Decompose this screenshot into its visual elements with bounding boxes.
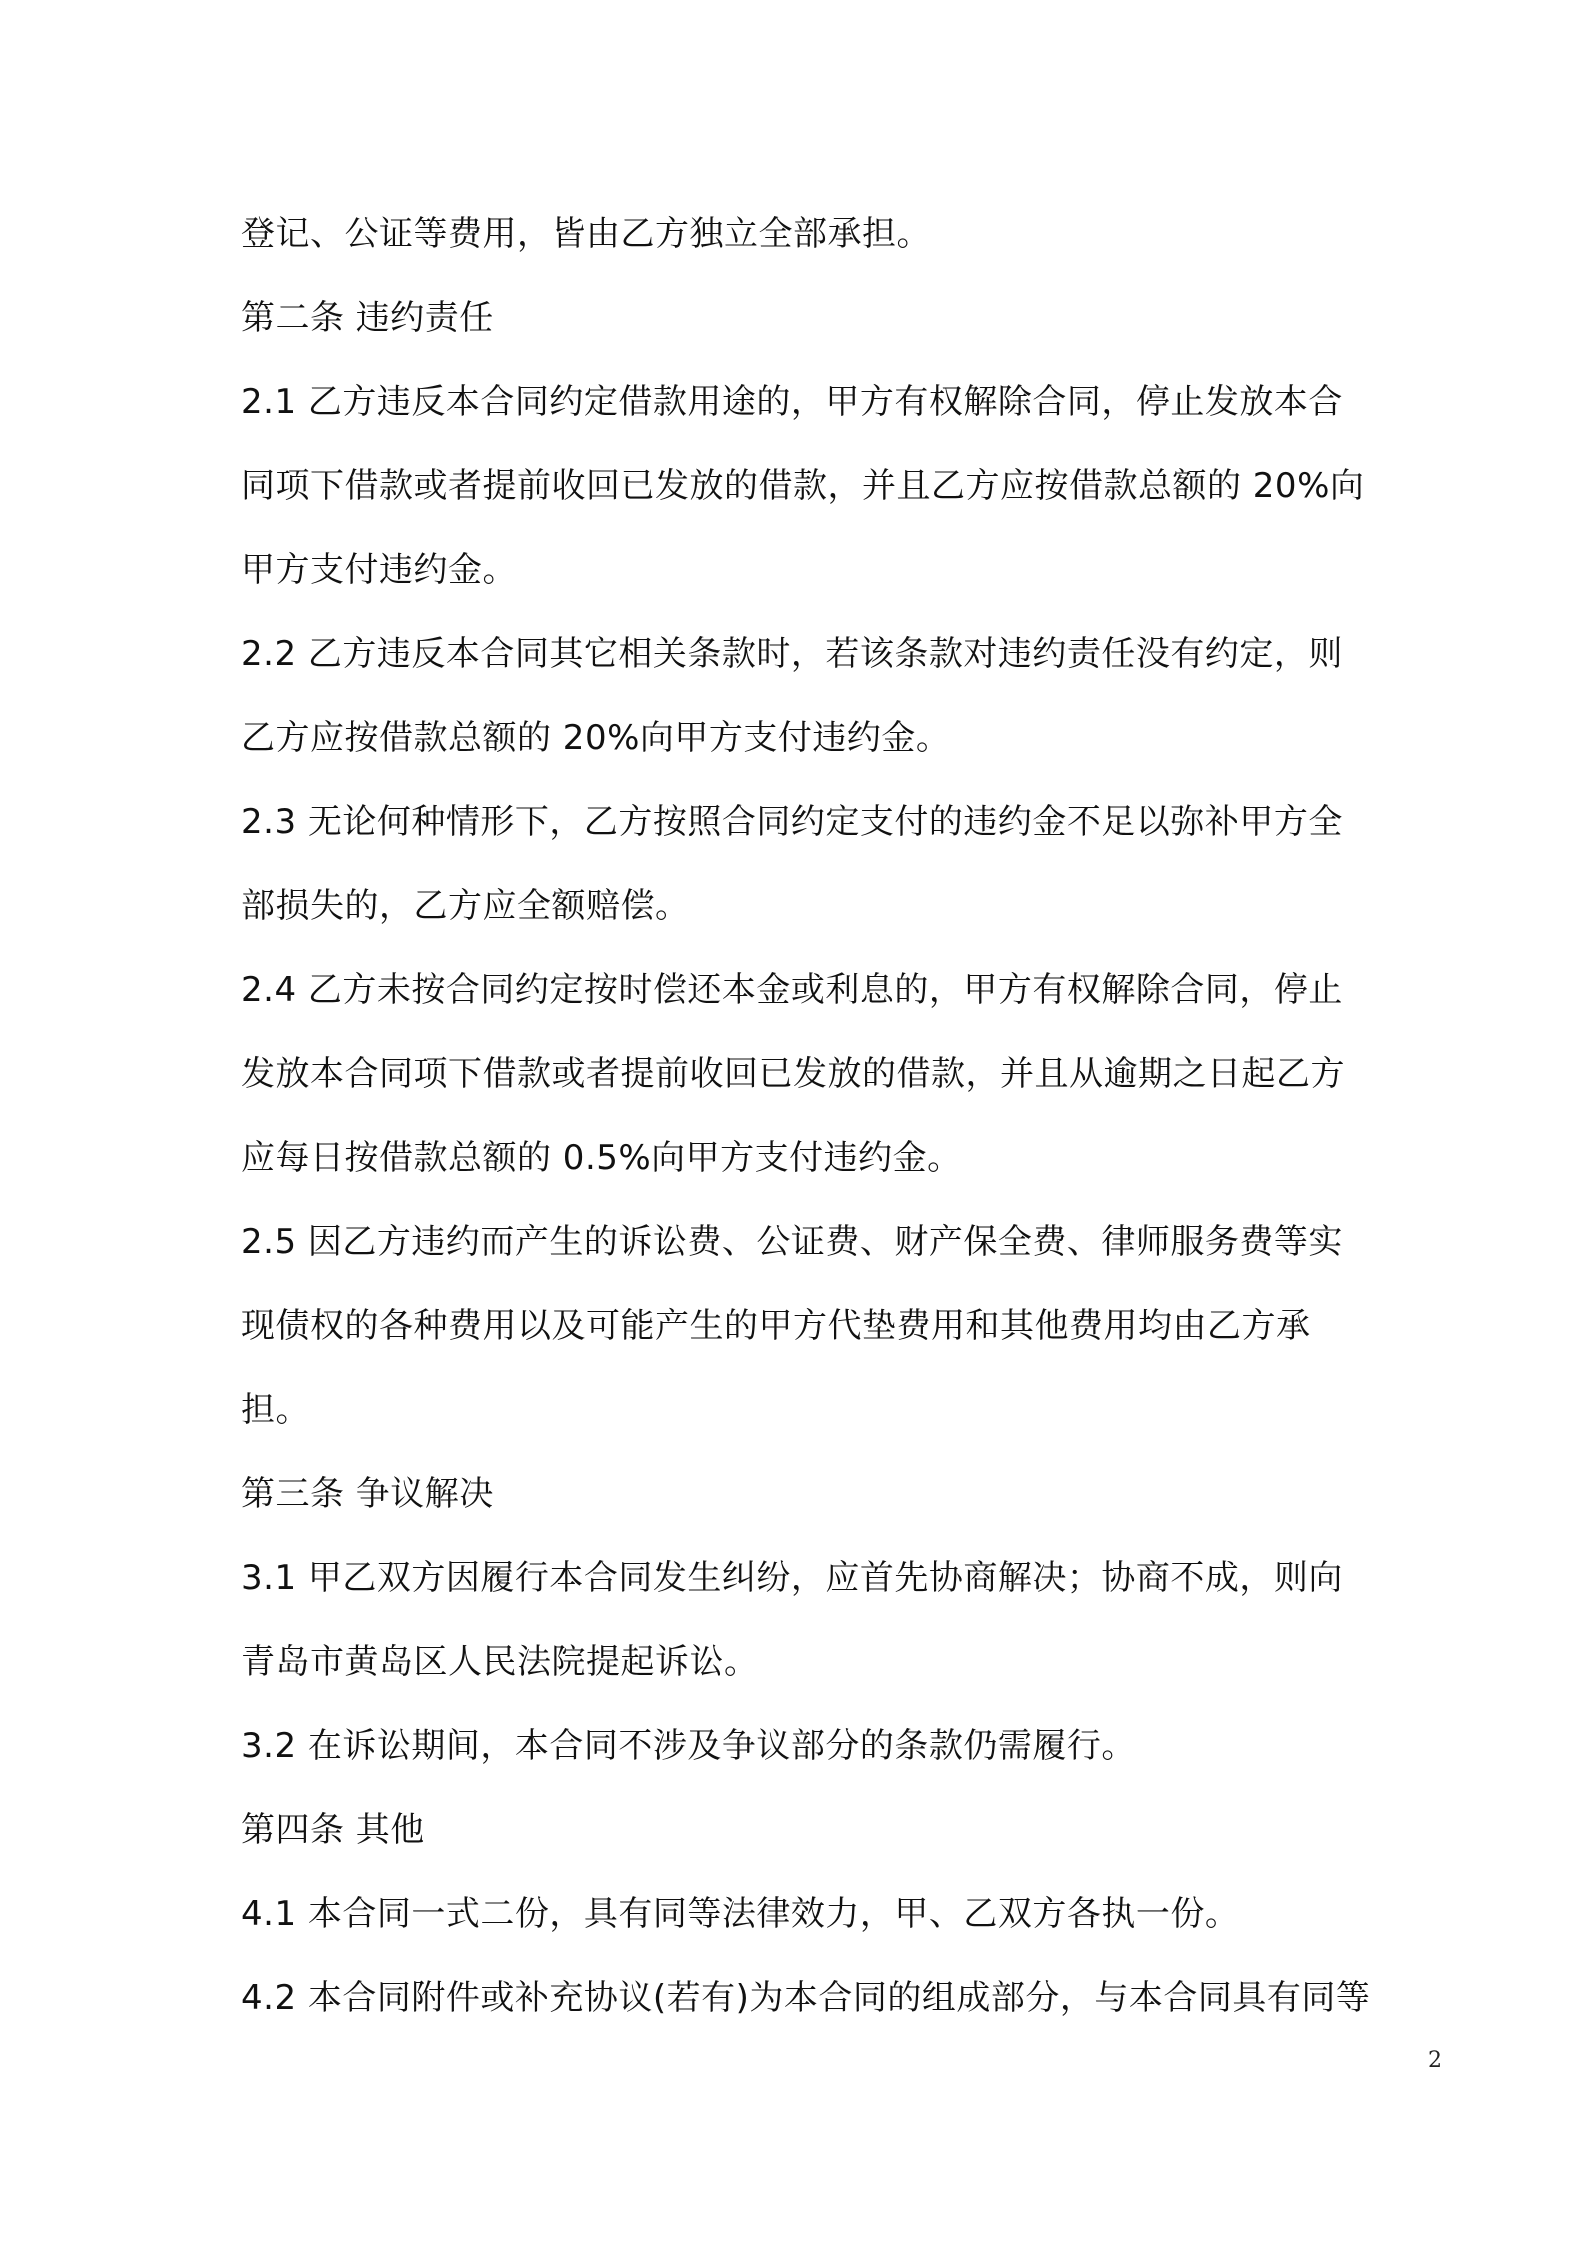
section-heading: 第三条 争议解决 [241,1474,494,1514]
section-heading: 第四条 其他 [241,1810,425,1850]
text-line: 4.1 本合同一式二份，具有同等法律效力，甲、乙双方各执一份。 [241,1894,1240,1934]
page-number: 2 [1428,2048,1442,2073]
document-body [241,192,1431,2040]
text-line: 2.3 无论何种情形下，乙方按照合同约定支付的违约金不足以弥补甲方全 [241,802,1343,842]
text-line: 3.2 在诉讼期间，本合同不涉及争议部分的条款仍需履行。 [241,1726,1136,1766]
text-line: 担。 [241,1390,310,1430]
text-line: 发放本合同项下借款或者提前收回已发放的借款，并且从逾期之日起乙方 [241,1054,1345,1094]
text-line: 现债权的各种费用以及可能产生的甲方代垫费用和其他费用均由乙方承 [241,1306,1311,1346]
text-line: 登记、公证等费用，皆由乙方独立全部承担。 [241,214,931,254]
text-line: 2.5 因乙方违约而产生的诉讼费、公证费、财产保全费、律师服务费等实 [241,1222,1343,1262]
text-line: 2.1 乙方违反本合同约定借款用途的，甲方有权解除合同，停止发放本合 [241,382,1343,422]
text-line: 2.2 乙方违反本合同其它相关条款时，若该条款对违约责任没有约定，则 [241,634,1343,674]
text-line: 同项下借款或者提前收回已发放的借款，并且乙方应按借款总额的 20%向 [241,466,1365,506]
text-line: 2.4 乙方未按合同约定按时偿还本金或利息的，甲方有权解除合同，停止 [241,970,1343,1010]
text-line: 4.2 本合同附件或补充协议(若有)为本合同的组成部分，与本合同具有同等 [241,1978,1371,2018]
text-line: 应每日按借款总额的 0.5%向甲方支付违约金。 [241,1138,962,1178]
text-line: 青岛市黄岛区人民法院提起诉讼。 [241,1642,759,1682]
text-line: 部损失的，乙方应全额赔偿。 [241,886,690,926]
text-line: 乙方应按借款总额的 20%向甲方支付违约金。 [241,718,951,758]
text-line: 3.1 甲乙双方因履行本合同发生纠纷，应首先协商解决；协商不成，则向 [241,1558,1343,1598]
section-heading: 第二条 违约责任 [241,298,494,338]
text-line: 甲方支付违约金。 [241,550,517,590]
